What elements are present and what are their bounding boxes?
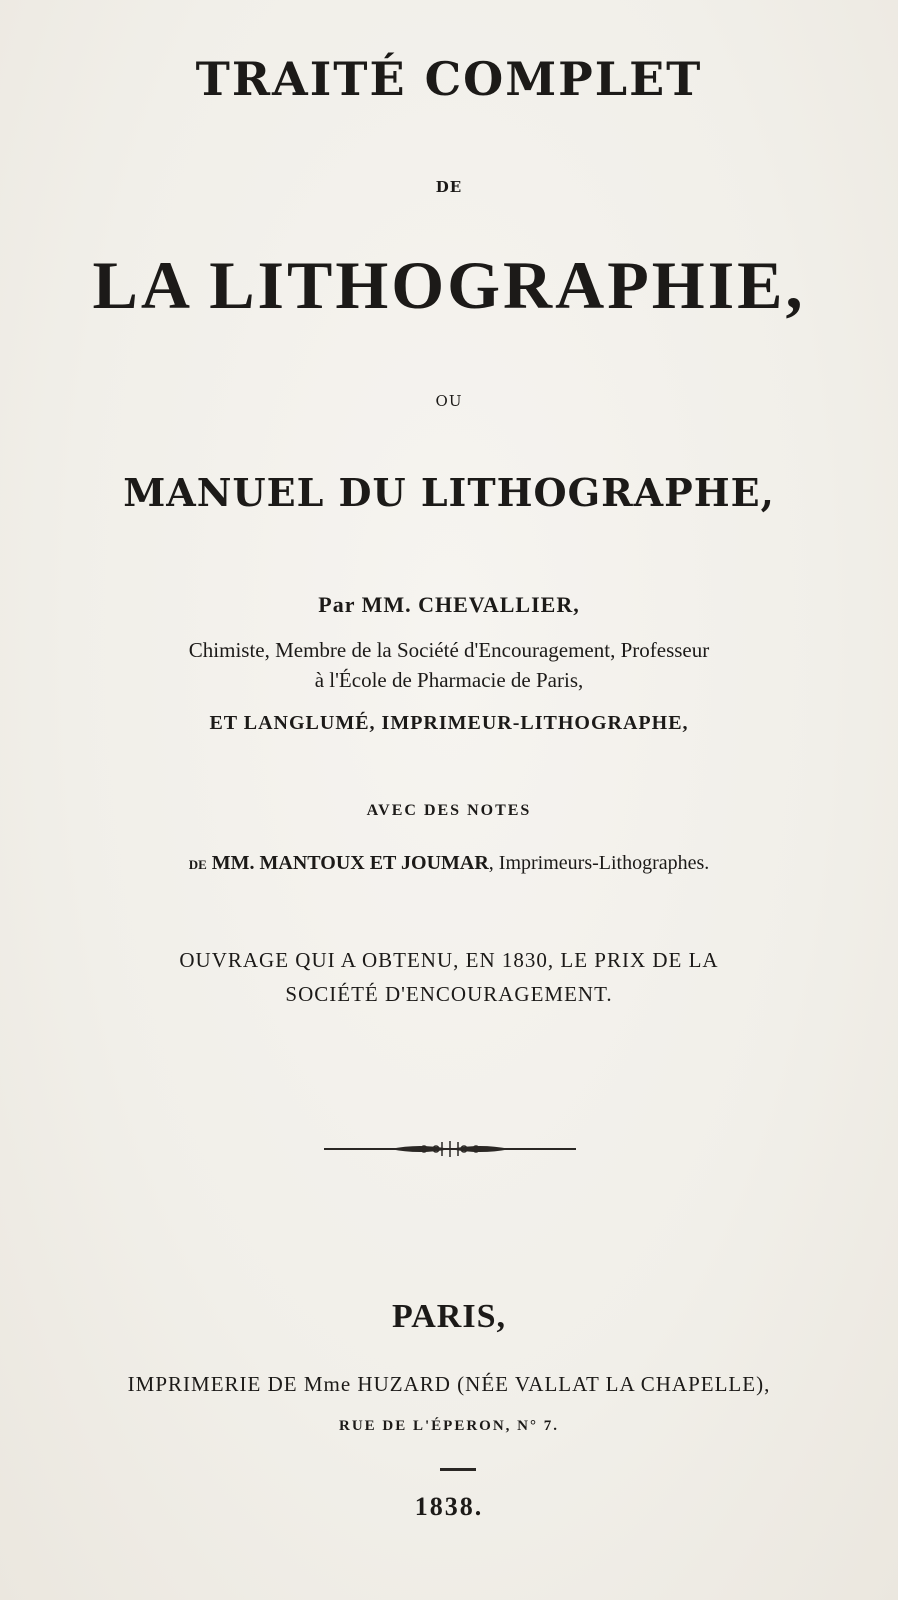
title-connector-ou: OU (435, 392, 463, 410)
notes-names: MM. MANTOUX ET JOUMAR (211, 852, 489, 874)
imprint-printer: IMPRIMERIE DE Mme HUZARD (NÉE VALLAT LA CHAPELLE), (127, 1372, 771, 1396)
notes-intro: AVEC DES NOTES (366, 802, 532, 819)
short-rule (440, 1468, 476, 1471)
notes-de: DE (188, 857, 207, 872)
prize-line-1: OUVRAGE QUI A OBTENU, EN 1830, LE PRIX DE LA (179, 948, 719, 972)
author-1-role-line-1: Chimiste, Membre de la Société d'Encouragement, Professeur (188, 638, 710, 662)
author-1-role-line-2: à l'École de Pharmacie de Paris, (314, 668, 584, 692)
imprint-city: PARIS, (392, 1298, 506, 1335)
notes-line (0, 852, 898, 875)
ornament-divider (320, 1138, 580, 1160)
imprint-address: RUE DE L'ÉPERON, N° 7. (338, 1418, 559, 1434)
title-line-3: MANUEL DU LITHOGRAPHE, (123, 470, 775, 515)
author-2: ET LANGLUMÉ, IMPRIMEUR-LITHOGRAPHE, (209, 712, 689, 734)
prize-line-2: SOCIÉTÉ D'ENCOURAGEMENT. (285, 982, 613, 1006)
title-connector-de: DE (435, 178, 463, 196)
title-line-2: LA LITHOGRAPHIE, (92, 247, 806, 323)
author-1: Par MM. CHEVALLIER, (318, 592, 580, 617)
title-line-1: TRAITÉ COMPLET (195, 52, 703, 106)
notes-role: , Imprimeurs-Lithographes. (488, 852, 710, 874)
imprint-year: 1838. (414, 1492, 484, 1521)
